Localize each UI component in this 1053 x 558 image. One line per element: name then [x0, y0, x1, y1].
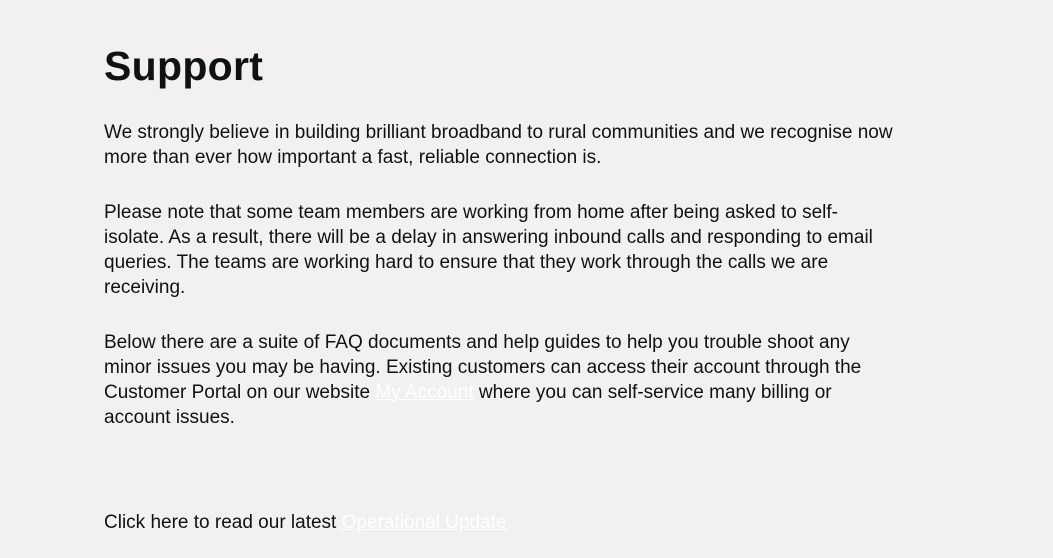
intro-paragraph: We strongly believe in building brilliant broadband to rural communities and we recognise now more than ever how important a fast, reliable connection is.: [104, 122, 893, 168]
my-account-link[interactable]: My Account: [375, 382, 474, 403]
operational-update-link[interactable]: Operational Update: [341, 512, 507, 533]
support-content: [104, 40, 894, 460]
page-title: Support: [104, 43, 264, 89]
help-paragraph-text-start: Below there are a suite of FAQ documents and help guides to help you trouble shoot any minor issues you may be having. Existing customers can access their account through the Customer Portal on our website: [104, 332, 862, 403]
latest-update-line: [104, 510, 894, 535]
help-paragraph: [104, 330, 894, 430]
notice-paragraph: Please note that some team members are working from home after being asked to self-isolate. As a result, there will be a delay in answering inbound calls and responding to email queries. The teams are working hard to ensure that they work through the calls we are receiving.: [104, 202, 873, 298]
help-paragraph-text-end: where you can self-service many billing or account issues.: [104, 382, 832, 428]
latest-update-prefix: Click here to read our latest: [104, 512, 342, 533]
